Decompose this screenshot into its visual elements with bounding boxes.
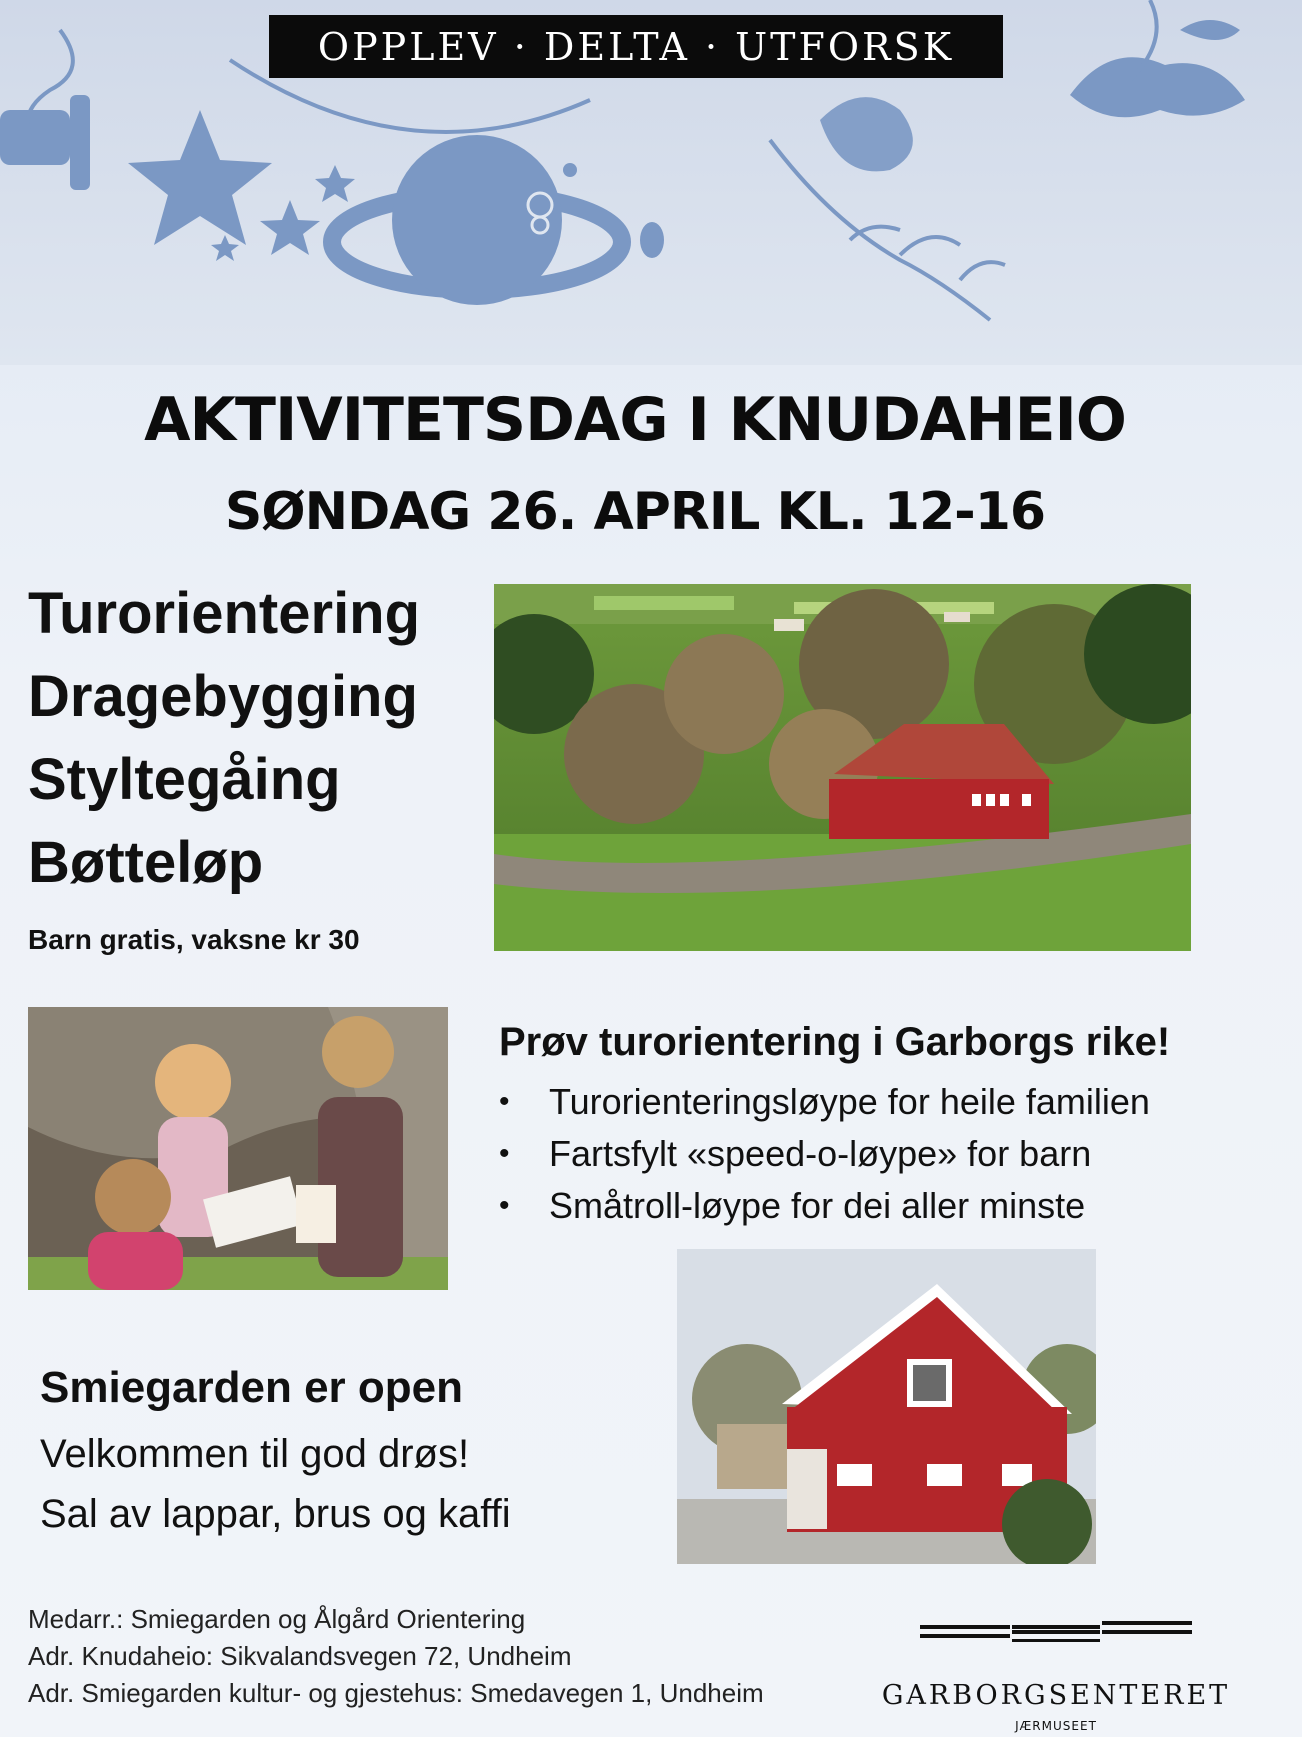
smiegarden-heading: Smiegarden er open (40, 1363, 464, 1412)
smiegarden-barn-photo (677, 1249, 1096, 1564)
landscape-photo (494, 584, 1191, 951)
footer-line: Adr. Smiegarden kultur- og gjestehus: Smedavegen 1, Undheim (28, 1678, 764, 1708)
price-info: Barn gratis, vaksne kr 30 (28, 924, 360, 955)
footer-line: Adr. Knudaheio: Sikvalandsvegen 72, Undheim (28, 1641, 572, 1671)
activity-item: Dragebygging (28, 664, 418, 729)
logo-name: GARBORGSENTERET (881, 1680, 1231, 1711)
activities-list (28, 572, 420, 904)
activity-item: Styltegåing (28, 747, 341, 812)
list-item (495, 1128, 1150, 1180)
orienteering-heading: Prøv turorientering i Garborgs rike! (499, 1020, 1171, 1064)
list-item (495, 1076, 1150, 1128)
header-banner (0, 0, 1302, 365)
logo-lines-icon (880, 1604, 1232, 1674)
bullet-icon: • (499, 1085, 510, 1118)
tagline-banner: OPPLEV · DELTA · UTFORSK (269, 15, 1003, 78)
list-item (495, 1180, 1150, 1232)
activity-item: Turorientering (28, 581, 421, 646)
logo-subtitle: JÆRMUSEET (1015, 1719, 1097, 1733)
list-item-text: Fartsfylt «speed-o-løype» for barn (549, 1133, 1092, 1174)
event-date: SØNDAG 26. APRIL KL. 12-16 (224, 482, 1046, 542)
bullet-icon: • (499, 1189, 510, 1222)
bullet-icon: • (499, 1137, 510, 1170)
children-orienteering-photo (28, 1007, 448, 1290)
list-item-text: Turorienteringsløype for heile familien (549, 1081, 1150, 1122)
activity-item: Bøtteløp (28, 830, 264, 895)
footer-info (28, 1601, 764, 1712)
event-title: AKTIVITETSDAG I KNUDAHEIO (144, 385, 1126, 455)
smiegarden-text (40, 1424, 511, 1544)
smiegarden-line: Sal av lappar, brus og kaffi (40, 1492, 511, 1536)
orienteering-list (495, 1076, 1150, 1232)
smiegarden-line: Velkommen til god drøs! (40, 1432, 470, 1476)
garborgsenteret-logo (880, 1604, 1232, 1734)
footer-line: Medarr.: Smiegarden og Ålgård Orientering (28, 1604, 526, 1634)
list-item-text: Småtroll-løype for dei aller minste (549, 1185, 1086, 1226)
